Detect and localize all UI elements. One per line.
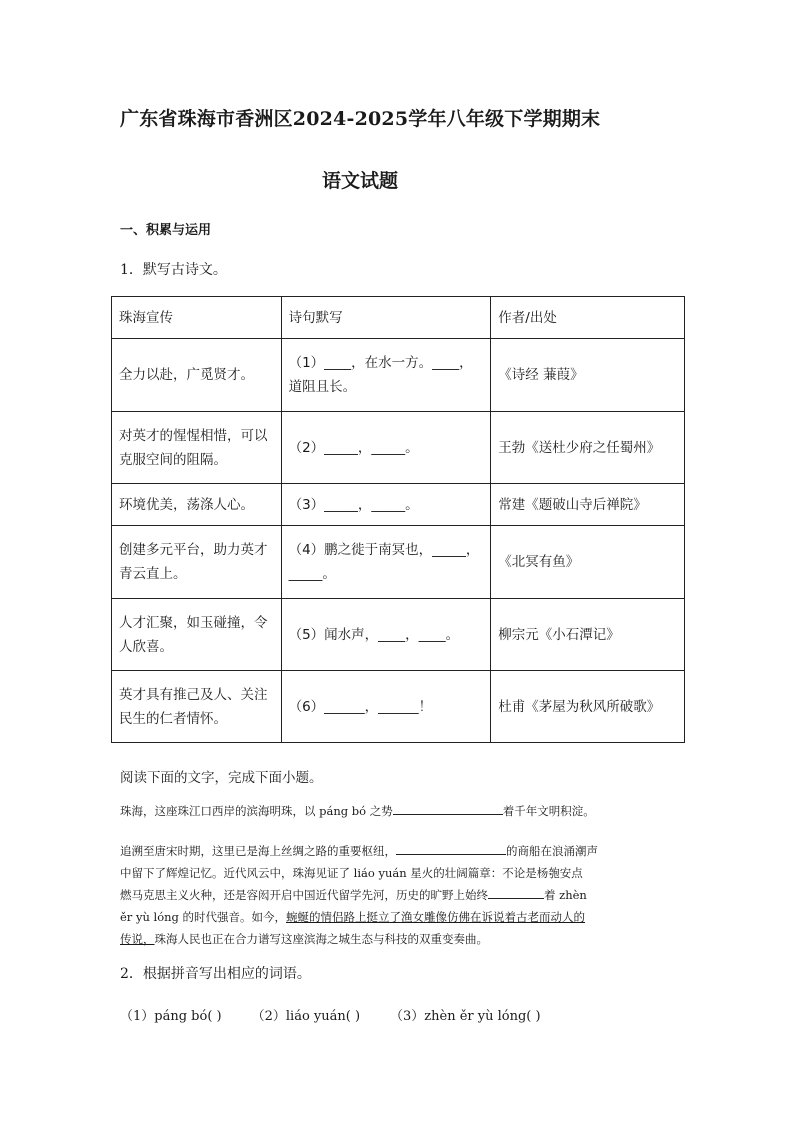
poem-blank-cell: （3）_____，_____。 bbox=[281, 484, 491, 526]
source-cell: 王勃《送杜少府之任蜀州》 bbox=[491, 412, 685, 484]
header-cell: 诗句默写 bbox=[281, 297, 491, 339]
passage-text: 着千年文明积淀。 bbox=[502, 804, 595, 818]
doc-title-line1: 广东省珠海市香洲区2024-2025学年八年级下学期期末 bbox=[120, 108, 601, 130]
source-cell: 柳宗元《小石潭记》 bbox=[491, 599, 685, 671]
poem-blank-cell: （6）______，______！ bbox=[281, 671, 491, 743]
question-1-prompt: 1．默写古诗文。 bbox=[120, 262, 227, 278]
passage-line bbox=[120, 884, 587, 906]
passage-text: 珠海，这座珠江口西岸的滨海明珠，以 páng bó 之势 bbox=[120, 804, 393, 818]
underlined-sentence: 传说， bbox=[120, 932, 155, 946]
section-heading: 一、积累与运用 bbox=[120, 223, 212, 238]
source-cell: 《北冥有鱼》 bbox=[491, 526, 685, 599]
passage-text: 燃马克思主义火种，还是容闳开启中国近代留学先河，历史的旷野上始终 bbox=[120, 888, 488, 902]
promo-cell: 全力以赴，广觅贤才。 bbox=[112, 339, 282, 412]
passage-text: 着 zhèn bbox=[544, 888, 587, 902]
source-cell: 常建《题破山寺后禅院》 bbox=[491, 484, 685, 526]
table-row bbox=[112, 412, 685, 484]
promo-cell: 创建多元平台，助力英才青云直上。 bbox=[112, 526, 282, 599]
poem-blank-cell: （2）_____，_____。 bbox=[281, 412, 491, 484]
poem-blank-cell: （4）鹏之徙于南冥也，_____，_____。 bbox=[281, 526, 491, 599]
passage-text: 珠海人民也正在合力谱写这座滨海之城生态与科技的双重变奏曲。 bbox=[154, 932, 488, 946]
table-row bbox=[112, 526, 685, 599]
table-row bbox=[112, 599, 685, 671]
table-header-row bbox=[112, 297, 685, 339]
poem-blank-cell: （1）____，在水一方。____，道阻且长。 bbox=[281, 339, 491, 412]
promo-cell: 环境优美，荡涤人心。 bbox=[112, 484, 282, 526]
table-row bbox=[112, 339, 685, 412]
passage-text: ěr yù lóng 的时代强音。如今， bbox=[120, 910, 287, 924]
passage-line bbox=[120, 906, 585, 928]
passage-text: 的商船在浪涌潮声 bbox=[506, 844, 598, 858]
passage-line bbox=[120, 840, 598, 862]
table-row bbox=[112, 671, 685, 743]
promo-cell: 英才具有推己及人、关注民生的仁者情怀。 bbox=[112, 671, 282, 743]
promo-cell: 人才汇聚，如玉碰撞，令人欣喜。 bbox=[112, 599, 282, 671]
underlined-sentence: 蜿蜒的情侣路上挺立了渔女雕像仿佛在诉说着古老而动人的 bbox=[286, 910, 586, 924]
passage-paragraph-1 bbox=[120, 800, 595, 822]
pinyin-item-2: （2）liáo yuán( ) bbox=[251, 1009, 361, 1024]
poem-table bbox=[111, 296, 685, 743]
answer-blank bbox=[488, 885, 544, 899]
source-cell: 《诗经 蒹葭》 bbox=[491, 339, 685, 412]
pinyin-item-1: （1）páng bó( ) bbox=[120, 1009, 222, 1024]
header-cell: 作者/出处 bbox=[491, 297, 685, 339]
pinyin-item-3: （3）zhèn ěr yù lóng( ) bbox=[390, 1009, 541, 1024]
promo-cell: 对英才的惺惺相惜，可以克服空间的阻隔。 bbox=[112, 412, 282, 484]
doc-title-line2: 语文试题 bbox=[322, 170, 399, 192]
source-cell: 杜甫《茅屋为秋风所破歌》 bbox=[491, 671, 685, 743]
header-cell: 珠海宣传 bbox=[112, 297, 282, 339]
poem-blank-cell: （5）闻水声，____，____。 bbox=[281, 599, 491, 671]
reading-instruction: 阅读下面的文字，完成下面小题。 bbox=[120, 770, 323, 786]
answer-blank bbox=[393, 801, 503, 815]
passage-text: 追溯至唐宋时期，这里已是海上丝绸之路的重要枢纽， bbox=[120, 844, 396, 858]
passage-line: 中留下了辉煌记忆。近代风云中，珠海见证了 liáo yuán 星火的壮阔篇章：不论是杨匏安点 bbox=[120, 866, 583, 880]
question-2-prompt: 2．根据拼音写出相应的词语。 bbox=[120, 966, 311, 982]
passage-line bbox=[120, 928, 488, 950]
answer-blank bbox=[396, 841, 506, 855]
question-2-items bbox=[120, 1005, 541, 1024]
table-row bbox=[112, 484, 685, 526]
